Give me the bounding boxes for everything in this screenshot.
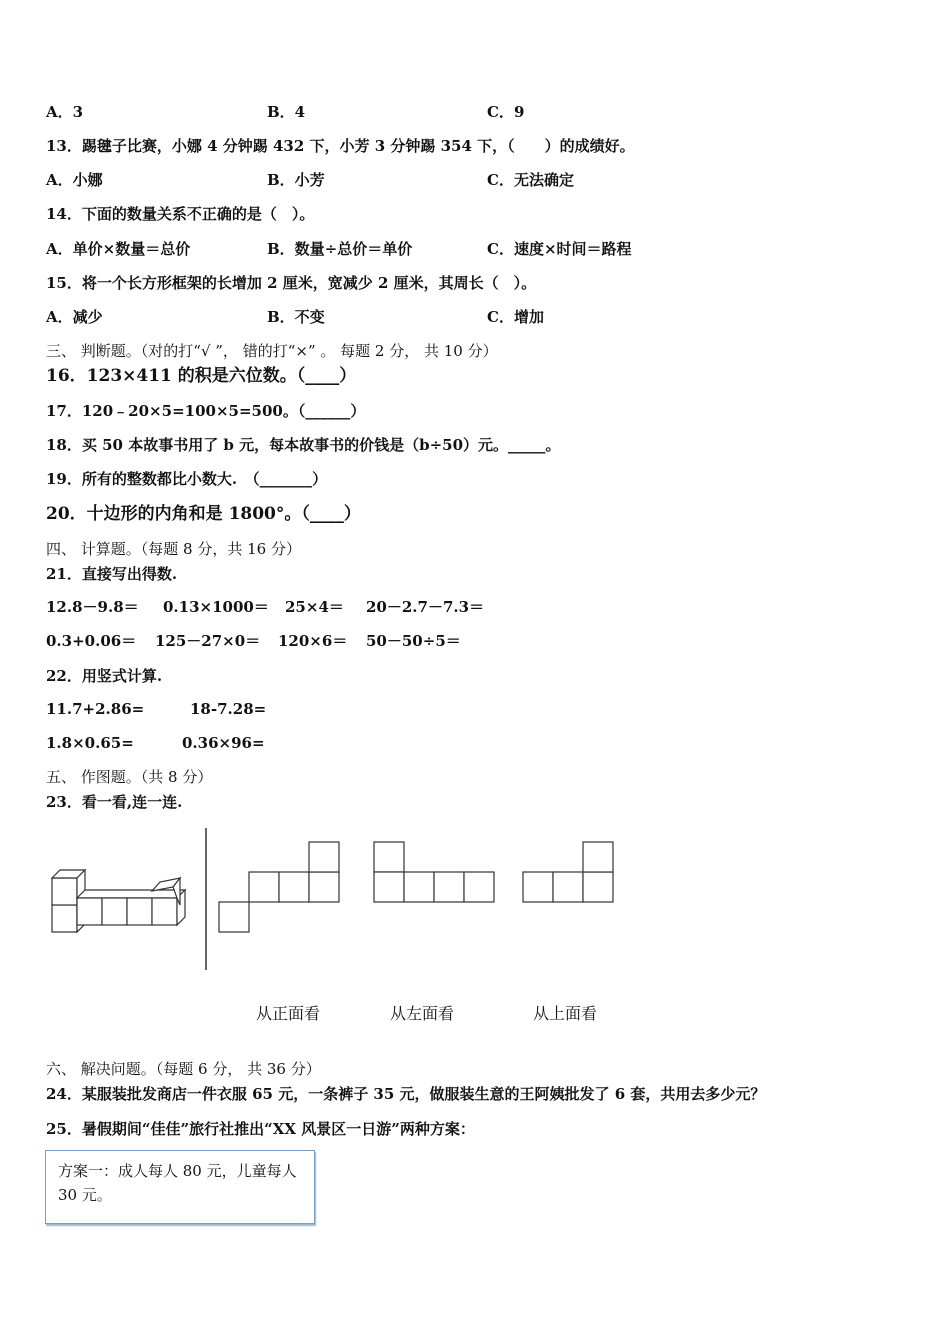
cube-solid-drawing <box>52 870 185 932</box>
q21-expr: 0.3+0.06＝ <box>46 632 137 650</box>
q13-option-c: C．无法确定 <box>487 171 574 189</box>
plan-one-box <box>45 1150 315 1224</box>
q25-text: 25．暑假期间“佳佳”旅行社推出“XX 风景区一日游”两种方案： <box>46 1120 475 1138</box>
q21-text: 21．直接写出得数. <box>46 565 178 583</box>
q14-option-a: A．单价×数量＝总价 <box>46 240 191 258</box>
q21-expr: 12.8－9.8＝ <box>46 598 139 616</box>
view-label-front: 从正面看 <box>256 1004 321 1023</box>
q21-expr: 125－27×0＝ <box>155 632 261 650</box>
section-4-heading: 四、 计算题。（每题 8 分，共 16 分） <box>46 540 301 558</box>
q18-text: 18．买 50 本故事书用了 b 元，每本故事书的价钱是（b÷50）元。_____。 <box>46 436 561 454</box>
q13-option-a: A．小娜 <box>46 171 103 189</box>
views-figure <box>40 820 640 980</box>
q21-expr: 20－2.7－7.3＝ <box>366 598 485 616</box>
q22-text: 22．用竖式计算. <box>46 667 163 685</box>
q22-expr: 0.36×96= <box>182 734 265 752</box>
q21-expr: 0.13×1000＝ <box>163 598 269 616</box>
q22-expr: 18-7.28= <box>190 700 267 718</box>
section-3-heading: 三、 判断题。（对的打“√ ”， 错的打“×” 。 每题 2 分， 共 10 分） <box>46 342 498 360</box>
q15-option-b: B．不变 <box>267 308 325 326</box>
q16-text: 16．123×411 的积是六位数。（____） <box>46 366 357 386</box>
q23-text: 23．看一看,连一连. <box>46 793 183 811</box>
q14-text: 14．下面的数量关系不正确的是（ ）。 <box>46 205 315 223</box>
front-view-shape <box>219 842 339 932</box>
q22-expr: 11.7+2.86= <box>46 700 145 718</box>
section-5-heading: 五、 作图题。（共 8 分） <box>46 768 213 786</box>
q14-option-b: B．数量÷总价＝单价 <box>267 240 413 258</box>
q17-text: 17．120﹣20×5=100×5=500。（______） <box>46 402 366 420</box>
q24-text: 24．某服装批发商店一件衣服 65 元，一条裤子 35 元，做服装生意的王阿姨批发了 6 套，共用去多少元？ <box>46 1085 766 1103</box>
q13-option-b: B．小芳 <box>267 171 325 189</box>
q21-expr: 50－50÷5＝ <box>366 632 461 650</box>
top-view-shape <box>523 842 613 902</box>
left-view-shape <box>374 842 494 902</box>
q15-option-c: C．增加 <box>487 308 544 326</box>
section-6-heading: 六、 解决问题。（每题 6 分， 共 36 分） <box>46 1060 321 1078</box>
q22-expr: 1.8×0.65= <box>46 734 134 752</box>
q15-option-a: A．减少 <box>46 308 103 326</box>
q21-expr: 120×6＝ <box>278 632 348 650</box>
view-label-top: 从上面看 <box>533 1004 598 1023</box>
view-label-left: 从左面看 <box>390 1004 455 1023</box>
q15-text: 15．将一个长方形框架的长增加 2 厘米，宽减少 2 厘米，其周长（ ）。 <box>46 274 537 292</box>
plan-one-text: 方案一：成人每人 80 元，儿童每人 30 元。 <box>58 1162 297 1204</box>
q12-option-b: B．4 <box>267 103 306 121</box>
q20-text: 20．十边形的内角和是 1800°。（____） <box>46 504 361 524</box>
q14-option-c: C．速度×时间＝路程 <box>487 240 632 258</box>
q12-option-c: C．9 <box>487 103 525 121</box>
q12-option-a: A．3 <box>46 103 84 121</box>
q21-expr: 25×4＝ <box>285 598 344 616</box>
q13-text: 13．踢毽子比赛，小娜 4 分钟踢 432 下，小芳 3 分钟踢 354 下，（ ）的成绩好。 <box>46 137 635 155</box>
q19-text: 19．所有的整数都比小数大. （_______） <box>46 470 328 488</box>
